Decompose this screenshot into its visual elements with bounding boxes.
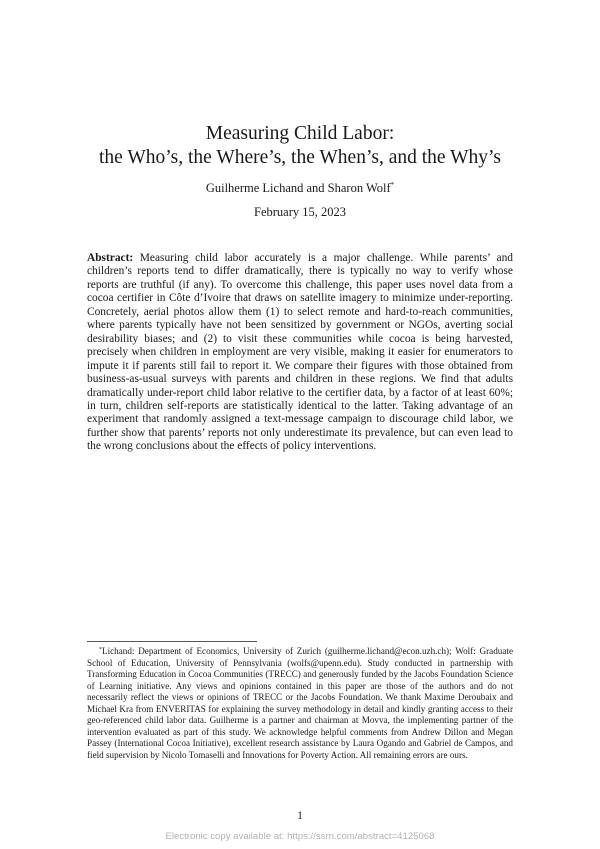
watermark-prefix: Electronic copy available at: [165, 831, 288, 842]
ssrn-watermark [0, 831, 600, 842]
authors [0, 181, 600, 196]
publication-date: February 15, 2023 [254, 205, 346, 219]
title-line-2: the Who’s, the Where’s, the When’s, and the Why’s [98, 147, 502, 168]
footnote-divider [87, 641, 257, 642]
paper-title [0, 122, 600, 170]
ssrn-link[interactable]: https://ssrn.com/abstract=4125068 [287, 831, 435, 842]
author-names: Guilherme Lichand and Sharon Wolf [205, 181, 391, 195]
footnote [87, 645, 513, 761]
abstract-label: Abstract: [87, 252, 134, 264]
author-footnote-mark[interactable]: * [390, 181, 395, 189]
footnote-text: Lichand: Department of Economics, University of Zurich (guilherme.lichand@econ.uzh.ch); Wolf: Graduate School of Education, University of Pennsylvania (wolfs@upenn.edu). Study conducted in partnership with Transforming Education in Cocoa Communities (TRECC) and generously funded by the Jacobs Foundation Science of Learning initiative. Any views and opinions contained in this paper are those of the authors and do not necessarily reflect the views or opinions of TRECC or the Jacobs Foundation. We thank Maxime Deroubaix and Michael Kra from ENVERITAS for explaining the survey methodology in detail and kindly granting access to their geo-referenced child labor data. Guilherme is a partner and chairman at Movva, the implementing partner of the intervention evaluated as part of this study. We acknowledge helpful comments from Andrew Dillon and Megan Passey (International Cocoa Initiative), excellent research assistance by Laura Ogando and Gabriel de Campos, and field supervision by Nicolo Tomaselli and Innovations for Poverty Action. All remaining errors are ours. [87, 646, 513, 760]
abstract [87, 252, 513, 454]
abstract-text: Measuring child labor accurately is a major challenge. While parents’ and children’s reports tend to differ dramatically, there is typically no way to verify whose reports are truthful (if any). To overcome this challenge, this paper uses novel data from a cocoa certifier in Côte d’Ivoire that draws on satellite imagery to minimize under-reporting. Concretely, aerial photos allow them (1) to select remote and hard-to-reach communities, where parents typically have not been sensitized by government or NGOs, averting social desirability biases; and (2) to visit these communities while cocoa is being harvested, precisely when children in employment are very visible, making it easier for enumerators to impute it if parents still fail to report it. We compare their figures with those obtained from business-as-usual surveys with parents and children in these regions. We find that adults dramatically under-report child labor relative to the certifier data, by a factor of at least 60%; in turn, children self-reports are statistically identical to the latter. Taking advantage of an experiment that randomly assigned a text-message campaign to discourage child labor, we further show that parents’ reports not only underestimate its prevalence, but can even lead to the wrong conclusions about the effects of policy interventions. [87, 252, 513, 453]
footnote-mark: * [99, 647, 102, 653]
page-number: 1 [297, 810, 303, 822]
title-line-1: Measuring Child Labor: [205, 123, 395, 144]
